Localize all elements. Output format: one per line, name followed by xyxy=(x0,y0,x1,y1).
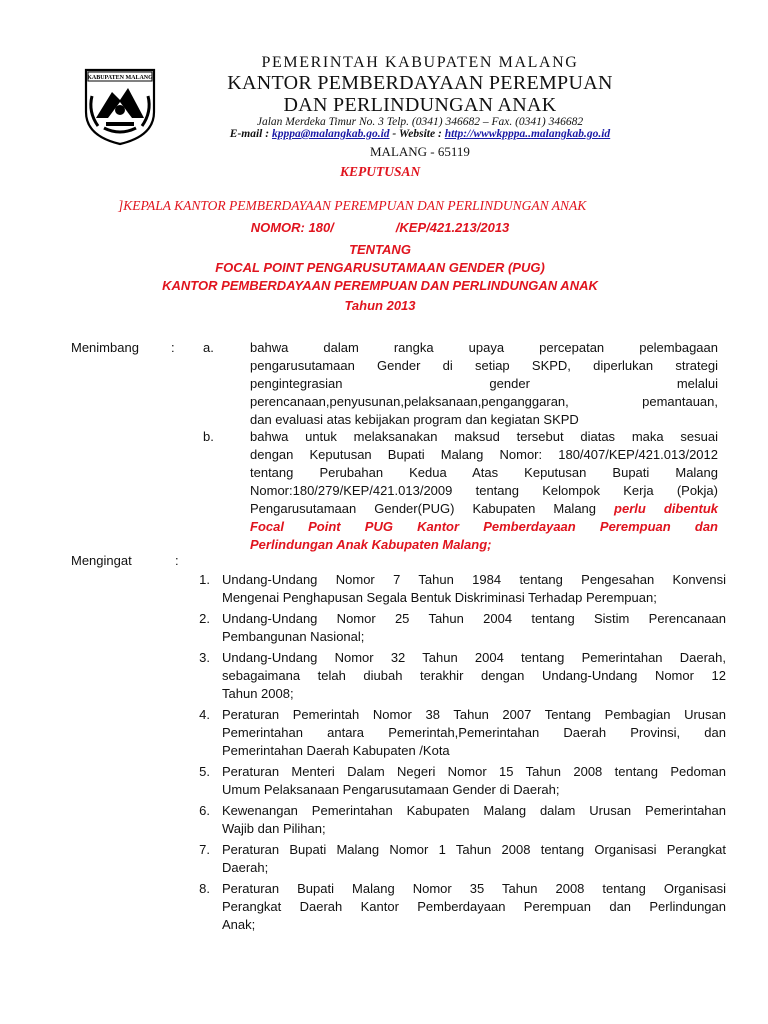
office-name-line1: KANTOR PEMBERDAYAAN PEREMPUAN xyxy=(227,72,613,94)
mengingat-colon: : xyxy=(175,553,179,568)
government-name: PEMERINTAH KABUPATEN MALANG xyxy=(261,54,579,71)
mengingat-label: Mengingat xyxy=(71,553,132,568)
list-item-line: Pemerintahan Daerah Kabupaten /Kota xyxy=(222,743,450,758)
office-name-line2: DAN PERLINDUNGAN ANAK xyxy=(283,94,557,116)
list-item xyxy=(222,802,726,838)
list-item-number: 1. xyxy=(199,572,210,587)
list-item-line: Mengenai Penghapusan Segala Bentuk Diskriminasi Terhadap Perempuan; xyxy=(222,590,657,605)
list-item-line: Kewenangan Pemerintahan Kabupaten Malang dalam Urusan Pemerintahan xyxy=(222,803,726,818)
menimbang-a-text xyxy=(250,339,718,429)
list-item xyxy=(222,880,726,934)
list-item xyxy=(222,763,726,799)
list-item xyxy=(222,649,726,703)
menimbang-a-line: perencanaan,penyusunan,pelaksanaan,penganggaran, pemantauan, xyxy=(250,394,718,409)
menimbang-b-marker: b. xyxy=(203,429,214,444)
list-item-line: Peraturan Bupati Malang Nomor 1 Tahun 2008 tentang Organisasi Perangkat xyxy=(222,842,726,857)
list-item-line: Anak; xyxy=(222,917,256,932)
menimbang-a-line: dan evaluasi atas kebijakan program dan kegiatan SKPD xyxy=(250,412,579,427)
list-item-line: Perangkat Daerah Kantor Pemberdayaan Perempuan dan Perlindungan xyxy=(222,899,726,914)
logo-text: KABUPATEN MALANG xyxy=(87,75,153,81)
menimbang-a-line: bahwa dalam rangka upaya percepatan pelembagaan xyxy=(250,340,718,355)
regency-emblem-logo xyxy=(82,66,158,146)
menimbang-colon: : xyxy=(171,340,175,355)
decision-number-prefix: NOMOR: 180/ xyxy=(250,220,334,235)
decision-year: Tahun 2013 xyxy=(344,298,416,313)
menimbang-b-line: bahwa untuk melaksanakan maksud tersebut diatas maka sesuai xyxy=(250,429,718,444)
list-item-line: sebagaimana telah diubah terakhir dengan Undang-Undang Nomor 12 xyxy=(222,668,726,683)
menimbang-b-line5-emphasis: perlu dibentuk xyxy=(614,501,718,516)
list-item-number: 2. xyxy=(199,611,210,626)
email-label: E-mail : xyxy=(229,128,272,140)
menimbang-a-marker: a. xyxy=(203,340,214,355)
about-heading: TENTANG xyxy=(349,242,411,257)
list-item-line: Tahun 2008; xyxy=(222,686,294,701)
list-item xyxy=(222,610,726,646)
city-postcode: MALANG - 65119 xyxy=(370,144,470,159)
list-item-number: 6. xyxy=(199,803,210,818)
list-item-line: Pemerintahan antara Pemerintah,Pemerintahan Daerah Provinsi, dan xyxy=(222,725,726,740)
list-item-line: Umum Pelaksanaan Pengarusutamaan Gender di Daerah; xyxy=(222,782,560,797)
email-link[interactable]: kpppa@malangkab.go.id xyxy=(271,128,390,140)
website-link[interactable]: http://wwwkpppa..malangkab.go.id xyxy=(444,128,611,140)
menimbang-b-line xyxy=(250,500,718,518)
list-item xyxy=(222,571,726,607)
list-item-number: 4. xyxy=(199,707,210,722)
list-item-number: 3. xyxy=(199,650,210,665)
website-label: - Website : xyxy=(389,128,445,140)
list-item-number: 8. xyxy=(199,881,210,896)
list-item-line: Peraturan Menteri Dalam Negeri Nomor 15 Tahun 2008 tentang Pedoman xyxy=(222,764,726,779)
list-item-line: Wajib dan Pilihan; xyxy=(222,821,326,836)
list-item-line: Peraturan Bupati Malang Nomor 35 Tahun 2008 tentang Organisasi xyxy=(222,881,726,896)
list-item-line: Undang-Undang Nomor 7 Tahun 1984 tentang Pengesahan Konvensi xyxy=(222,572,726,587)
menimbang-b-line5-text: Pengarusutamaan Gender(PUG) Kabupaten Malang xyxy=(250,501,615,516)
list-item-line: Peraturan Pemerintah Nomor 38 Tahun 2007 Tentang Pembagian Urusan xyxy=(222,707,726,722)
office-address: Jalan Merdeka Timur No. 3 Telp. (0341) 346682 – Fax. (0341) 346682 xyxy=(256,116,584,128)
list-item xyxy=(222,841,726,877)
menimbang-b-text xyxy=(250,428,718,554)
menimbang-b-line: dengan Keputusan Bupati Malang Nomor: 180/407/KEP/421.013/2012 xyxy=(250,447,718,462)
decision-title: KEPUTUSAN xyxy=(340,164,421,179)
menimbang-b-line: tentang Perubahan Kedua Atas Keputusan Bupati Malang xyxy=(250,465,718,480)
list-item-line: Undang-Undang Nomor 32 Tahun 2004 tentang Pemerintahan Daerah, xyxy=(222,650,726,665)
decision-number xyxy=(80,220,680,235)
menimbang-label: Menimbang xyxy=(71,340,139,355)
list-item-number: 7. xyxy=(199,842,210,857)
menimbang-a-line: pengintegrasian gender melalui xyxy=(250,376,718,391)
subject-line2: KANTOR PEMBERDAYAAN PEREMPUAN DAN PERLINDUNGAN ANAK xyxy=(162,278,598,293)
decision-number-suffix: /KEP/421.213/2013 xyxy=(395,220,510,235)
subject-line1: FOCAL POINT PENGARUSUTAMAAN GENDER (PUG) xyxy=(215,260,545,275)
list-item-line: Daerah; xyxy=(222,860,269,875)
menimbang-b-line: Focal Point PUG Kantor Pemberdayaan Perempuan dan xyxy=(250,519,718,534)
list-item xyxy=(222,706,726,760)
menimbang-b-line: Perlindungan Anak Kabupaten Malang; xyxy=(250,537,492,552)
list-item-line: Undang-Undang Nomor 25 Tahun 2004 tentang Sistim Perencanaan xyxy=(222,611,726,626)
list-item-number: 5. xyxy=(199,764,210,779)
issuer-heading: ]KEPALA KANTOR PEMBERDAYAAN PEREMPUAN DAN PERLINDUNGAN ANAK xyxy=(118,198,587,213)
list-item-line: Pembangunan Nasional; xyxy=(222,629,365,644)
menimbang-b-line: Nomor:180/279/KEP/421.013/2009 tentang Kelompok Kerja (Pokja) xyxy=(250,483,718,498)
menimbang-a-line: pengarusutamaan Gender di setiap SKPD, diperlukan strategi xyxy=(250,358,718,373)
contact-line xyxy=(160,128,680,140)
